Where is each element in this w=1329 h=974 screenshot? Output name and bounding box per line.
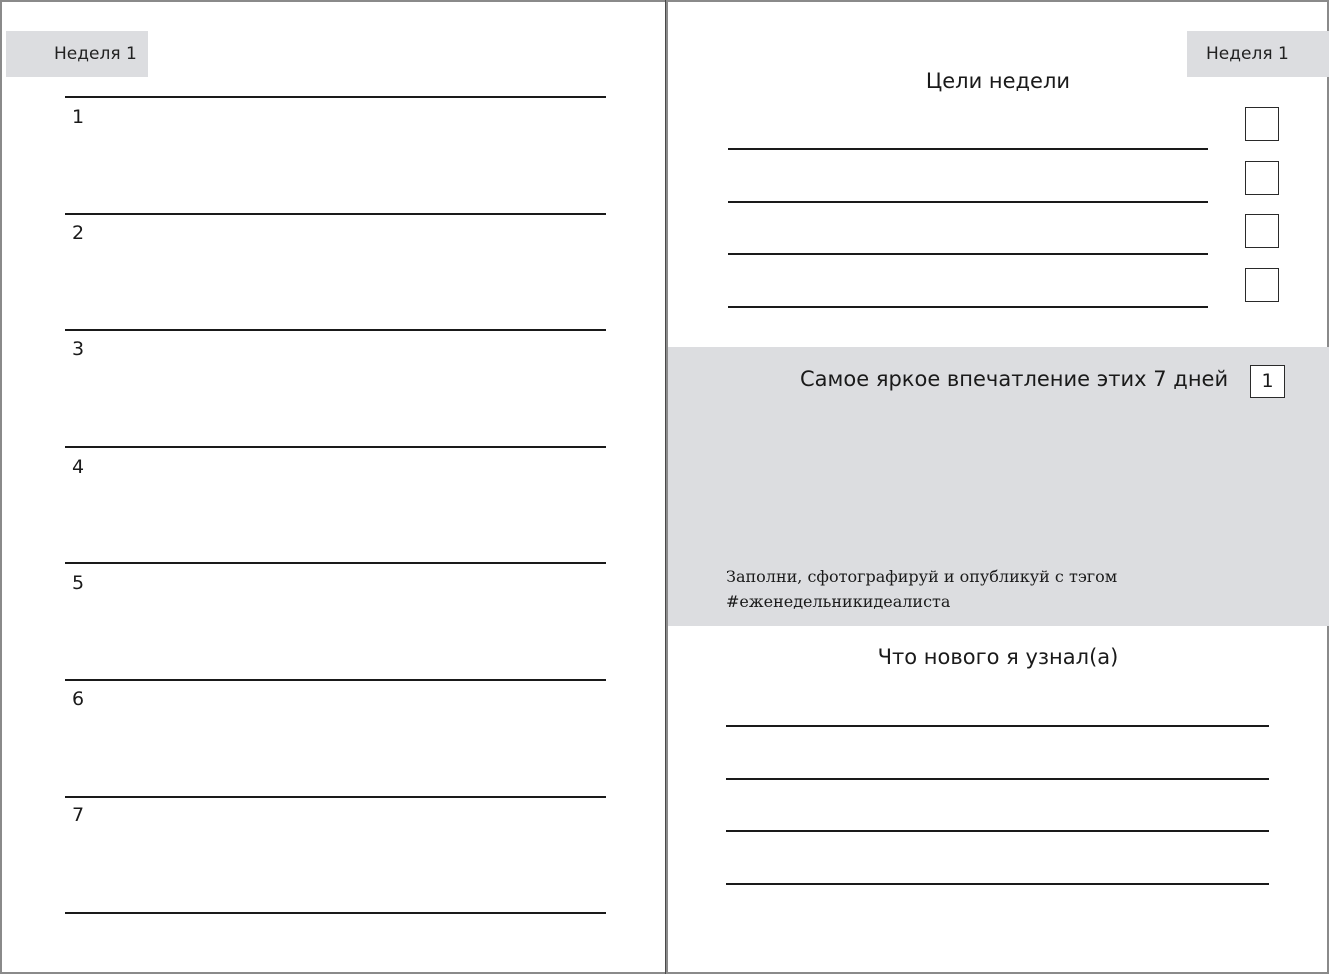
highlight-note — [726, 564, 1117, 614]
goal-checkbox[interactable] — [1245, 107, 1279, 141]
day-divider — [65, 796, 606, 798]
highlight-panel[interactable] — [668, 347, 1329, 626]
learned-line[interactable] — [726, 725, 1269, 727]
day-divider — [65, 446, 606, 448]
day-number: 2 — [72, 222, 85, 244]
day-divider — [65, 329, 606, 331]
right-page — [666, 0, 1329, 974]
goal-line[interactable] — [728, 148, 1208, 150]
day-number: 4 — [72, 456, 85, 478]
day-divider — [65, 679, 606, 681]
highlight-title: Самое яркое впечатление этих 7 дней — [800, 367, 1229, 391]
day-number: 3 — [72, 338, 85, 360]
goal-line[interactable] — [728, 306, 1208, 308]
goal-line[interactable] — [728, 201, 1208, 203]
goal-checkbox[interactable] — [1245, 268, 1279, 302]
highlight-hashtag: #еженедельникидеалиста — [726, 592, 951, 611]
learned-line[interactable] — [726, 778, 1269, 780]
week-tab-right: Неделя 1 — [1187, 31, 1329, 77]
goal-line[interactable] — [728, 253, 1208, 255]
day-number: 5 — [72, 572, 85, 594]
day-number: 7 — [72, 804, 85, 826]
week-tab-left: Неделя 1 — [6, 31, 148, 77]
day-divider — [65, 213, 606, 215]
goal-checkbox[interactable] — [1245, 161, 1279, 195]
day-number: 6 — [72, 688, 85, 710]
day-divider — [65, 562, 606, 564]
learned-line[interactable] — [726, 883, 1269, 885]
learned-title: Что нового я узнал(а) — [877, 645, 1119, 669]
highlight-number-badge: 1 — [1250, 365, 1285, 398]
day-divider — [65, 912, 606, 914]
highlight-note-line: Заполни, сфотографируй и опубликуй с тэгом — [726, 567, 1118, 586]
learned-line[interactable] — [726, 830, 1269, 832]
goals-title: Цели недели — [925, 69, 1071, 93]
day-divider — [65, 96, 606, 98]
day-number: 1 — [72, 106, 85, 128]
goal-checkbox[interactable] — [1245, 214, 1279, 248]
